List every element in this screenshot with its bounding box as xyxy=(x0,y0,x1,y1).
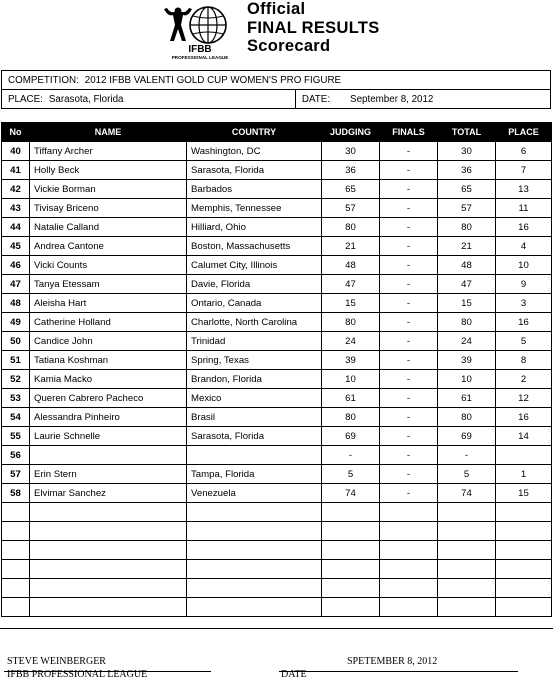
table-row xyxy=(2,313,552,332)
cell-name: Alessandra Pinheiro xyxy=(30,408,187,427)
cell-name: Queren Cabrero Pacheco xyxy=(30,389,187,408)
cell-total: 36 xyxy=(438,161,496,180)
cell-finals xyxy=(380,522,438,541)
cell-finals: - xyxy=(380,275,438,294)
cell-place: 16 xyxy=(496,218,552,237)
header-judging: JUDGING xyxy=(322,123,380,142)
table-row xyxy=(2,598,552,617)
signed-date: SPETEMBER 8, 2012 xyxy=(347,656,438,667)
cell-judging: 15 xyxy=(322,294,380,313)
cell-name: Aleisha Hart xyxy=(30,294,187,313)
cell-judging xyxy=(322,522,380,541)
cell-judging: 39 xyxy=(322,351,380,370)
cell-country xyxy=(187,579,322,598)
cell-judging: 21 xyxy=(322,237,380,256)
table-row xyxy=(2,161,552,180)
cell-name: Vickie Borman xyxy=(30,180,187,199)
cell-total xyxy=(438,579,496,598)
cell-country xyxy=(187,503,322,522)
cell-finals: - xyxy=(380,180,438,199)
cell-place: 13 xyxy=(496,180,552,199)
cell-country xyxy=(187,541,322,560)
cell-place xyxy=(496,598,552,617)
cell-name xyxy=(30,503,187,522)
cell-country: Tampa, Florida xyxy=(187,465,322,484)
cell-judging: 5 xyxy=(322,465,380,484)
cell-place: 6 xyxy=(496,142,552,161)
cell-judging: 80 xyxy=(322,313,380,332)
cell-name xyxy=(30,579,187,598)
header xyxy=(0,0,553,64)
cell-name: Tivisay Briceno xyxy=(30,199,187,218)
cell-country: Brasil xyxy=(187,408,322,427)
cell-total: 21 xyxy=(438,237,496,256)
cell-total: 57 xyxy=(438,199,496,218)
cell-country xyxy=(187,522,322,541)
cell-judging: - xyxy=(322,446,380,465)
cell-name: Tiffany Archer xyxy=(30,142,187,161)
cell-no: 54 xyxy=(2,408,30,427)
cell-judging: 74 xyxy=(322,484,380,503)
table-row xyxy=(2,522,552,541)
cell-finals: - xyxy=(380,370,438,389)
cell-total: 15 xyxy=(438,294,496,313)
cell-total: 61 xyxy=(438,389,496,408)
signed-date-label: DATE xyxy=(281,669,307,679)
cell-name: Tatiana Koshman xyxy=(30,351,187,370)
cell-no: 44 xyxy=(2,218,30,237)
cell-judging: 69 xyxy=(322,427,380,446)
cell-country: Davie, Florida xyxy=(187,275,322,294)
table-row xyxy=(2,237,552,256)
cell-no: 40 xyxy=(2,142,30,161)
cell-judging: 48 xyxy=(322,256,380,275)
cell-finals: - xyxy=(380,313,438,332)
cell-total: 24 xyxy=(438,332,496,351)
date-line xyxy=(279,671,518,672)
table-row xyxy=(2,332,552,351)
cell-finals xyxy=(380,598,438,617)
table-row xyxy=(2,199,552,218)
cell-no: 58 xyxy=(2,484,30,503)
competition-row xyxy=(1,70,551,90)
table-row xyxy=(2,503,552,522)
cell-judging: 80 xyxy=(322,218,380,237)
place-label: PLACE: xyxy=(8,93,43,105)
cell-no: 51 xyxy=(2,351,30,370)
document-title xyxy=(247,0,380,56)
cell-total xyxy=(438,522,496,541)
signer-org: IFBB PROFESSIONAL LEAGUE xyxy=(7,669,148,679)
cell-no: 52 xyxy=(2,370,30,389)
cell-place xyxy=(496,560,552,579)
results-body xyxy=(2,142,552,617)
signature-footer xyxy=(0,628,553,679)
header-country: COUNTRY xyxy=(187,123,322,142)
cell-judging xyxy=(322,541,380,560)
table-row xyxy=(2,256,552,275)
cell-name: Candice John xyxy=(30,332,187,351)
svg-text:PROFESSIONAL LEAGUE: PROFESSIONAL LEAGUE xyxy=(171,55,229,60)
ifbb-logo xyxy=(158,3,242,61)
cell-no: 46 xyxy=(2,256,30,275)
cell-place: 7 xyxy=(496,161,552,180)
cell-judging: 36 xyxy=(322,161,380,180)
cell-judging: 24 xyxy=(322,332,380,351)
cell-place: 11 xyxy=(496,199,552,218)
cell-country: Venezuela xyxy=(187,484,322,503)
cell-name xyxy=(30,598,187,617)
table-row xyxy=(2,294,552,313)
cell-place xyxy=(496,579,552,598)
cell-country xyxy=(187,560,322,579)
cell-finals: - xyxy=(380,427,438,446)
cell-country: Washington, DC xyxy=(187,142,322,161)
cell-name xyxy=(30,560,187,579)
cell-judging: 10 xyxy=(322,370,380,389)
cell-finals: - xyxy=(380,332,438,351)
place-date-row xyxy=(1,89,551,109)
header-finals: FINALS xyxy=(380,123,438,142)
cell-name: Kamia Macko xyxy=(30,370,187,389)
table-header-row xyxy=(2,123,552,142)
cell-total: 47 xyxy=(438,275,496,294)
cell-country xyxy=(187,598,322,617)
cell-name: Natalie Calland xyxy=(30,218,187,237)
cell-no xyxy=(2,503,30,522)
cell-country: Trinidad xyxy=(187,332,322,351)
table-row xyxy=(2,427,552,446)
header-name: NAME xyxy=(30,123,187,142)
cell-name xyxy=(30,446,187,465)
cell-name: Tanya Etessam xyxy=(30,275,187,294)
table-row xyxy=(2,370,552,389)
cell-no: 42 xyxy=(2,180,30,199)
cell-name: Laurie Schnelle xyxy=(30,427,187,446)
cell-name: Vicki Counts xyxy=(30,256,187,275)
cell-no xyxy=(2,522,30,541)
competition-value: 2012 IFBB VALENTI GOLD CUP WOMEN'S PRO FIGURE xyxy=(84,74,342,86)
cell-total xyxy=(438,560,496,579)
cell-no: 43 xyxy=(2,199,30,218)
cell-no: 56 xyxy=(2,446,30,465)
cell-total: 69 xyxy=(438,427,496,446)
cell-total: - xyxy=(438,446,496,465)
cell-no: 49 xyxy=(2,313,30,332)
cell-judging: 47 xyxy=(322,275,380,294)
cell-no: 57 xyxy=(2,465,30,484)
cell-judging xyxy=(322,560,380,579)
cell-total: 30 xyxy=(438,142,496,161)
cell-judging xyxy=(322,503,380,522)
cell-name xyxy=(30,541,187,560)
cell-place: 9 xyxy=(496,275,552,294)
cell-total: 80 xyxy=(438,408,496,427)
title-official: Official xyxy=(247,0,306,18)
cell-finals: - xyxy=(380,199,438,218)
table-row xyxy=(2,579,552,598)
cell-country xyxy=(187,446,322,465)
cell-finals xyxy=(380,503,438,522)
cell-place: 16 xyxy=(496,408,552,427)
date-label: DATE: xyxy=(301,93,331,105)
cell-total: 10 xyxy=(438,370,496,389)
cell-country: Boston, Massachusetts xyxy=(187,237,322,256)
cell-place: 2 xyxy=(496,370,552,389)
cell-country: Hilliard, Ohio xyxy=(187,218,322,237)
cell-country: Mexico xyxy=(187,389,322,408)
cell-finals xyxy=(380,541,438,560)
table-row xyxy=(2,351,552,370)
cell-total: 39 xyxy=(438,351,496,370)
cell-judging: 57 xyxy=(322,199,380,218)
cell-total: 80 xyxy=(438,218,496,237)
cell-no: 41 xyxy=(2,161,30,180)
cell-finals: - xyxy=(380,465,438,484)
cell-judging: 80 xyxy=(322,408,380,427)
cell-no: 47 xyxy=(2,275,30,294)
cell-place: 14 xyxy=(496,427,552,446)
cell-name: Holly Beck xyxy=(30,161,187,180)
cell-place: 16 xyxy=(496,313,552,332)
cell-finals: - xyxy=(380,484,438,503)
cell-finals xyxy=(380,579,438,598)
table-row xyxy=(2,389,552,408)
table-row xyxy=(2,560,552,579)
cell-place: 5 xyxy=(496,332,552,351)
cell-place: 4 xyxy=(496,237,552,256)
table-row xyxy=(2,484,552,503)
cell-country: Calumet City, Illinois xyxy=(187,256,322,275)
date-value: September 8, 2012 xyxy=(350,93,434,105)
title-scorecard: Scorecard xyxy=(247,37,331,55)
cell-country: Barbados xyxy=(187,180,322,199)
cell-no: 48 xyxy=(2,294,30,313)
cell-no: 45 xyxy=(2,237,30,256)
cell-place xyxy=(496,446,552,465)
competition-label: COMPETITION: xyxy=(8,74,79,86)
cell-no xyxy=(2,541,30,560)
table-row xyxy=(2,408,552,427)
table-row xyxy=(2,275,552,294)
cell-name: Andrea Cantone xyxy=(30,237,187,256)
cell-place: 15 xyxy=(496,484,552,503)
cell-finals: - xyxy=(380,161,438,180)
cell-finals: - xyxy=(380,389,438,408)
cell-judging: 61 xyxy=(322,389,380,408)
cell-no: 55 xyxy=(2,427,30,446)
cell-total: 74 xyxy=(438,484,496,503)
cell-place: 10 xyxy=(496,256,552,275)
cell-place: 1 xyxy=(496,465,552,484)
cell-finals: - xyxy=(380,294,438,313)
cell-finals: - xyxy=(380,351,438,370)
cell-name: Catherine Holland xyxy=(30,313,187,332)
cell-judging: 65 xyxy=(322,180,380,199)
table-row xyxy=(2,465,552,484)
cell-country: Sarasota, Florida xyxy=(187,161,322,180)
header-no: No xyxy=(2,123,30,142)
cell-country: Sarasota, Florida xyxy=(187,427,322,446)
table-row xyxy=(2,180,552,199)
cell-judging: 30 xyxy=(322,142,380,161)
cell-no: 50 xyxy=(2,332,30,351)
cell-finals xyxy=(380,560,438,579)
header-total: TOTAL xyxy=(438,123,496,142)
cell-no xyxy=(2,579,30,598)
cell-country: Charlotte, North Carolina xyxy=(187,313,322,332)
cell-finals: - xyxy=(380,237,438,256)
cell-judging xyxy=(322,598,380,617)
cell-country: Memphis, Tennessee xyxy=(187,199,322,218)
cell-total xyxy=(438,541,496,560)
cell-total: 65 xyxy=(438,180,496,199)
cell-country: Brandon, Florida xyxy=(187,370,322,389)
title-final-results: FINAL RESULTS xyxy=(247,18,380,37)
cell-place: 12 xyxy=(496,389,552,408)
cell-name: Elvimar Sanchez xyxy=(30,484,187,503)
place-value: Sarasota, Florida xyxy=(48,93,124,105)
cell-place: 3 xyxy=(496,294,552,313)
cell-name xyxy=(30,522,187,541)
cell-no xyxy=(2,598,30,617)
cell-finals: - xyxy=(380,446,438,465)
cell-judging xyxy=(322,579,380,598)
cell-finals: - xyxy=(380,256,438,275)
cell-total xyxy=(438,598,496,617)
cell-finals: - xyxy=(380,142,438,161)
cell-no xyxy=(2,560,30,579)
cell-name: Erin Stern xyxy=(30,465,187,484)
table-row xyxy=(2,541,552,560)
table-row xyxy=(2,218,552,237)
cell-total: 5 xyxy=(438,465,496,484)
cell-finals: - xyxy=(380,218,438,237)
cell-total xyxy=(438,503,496,522)
cell-country: Spring, Texas xyxy=(187,351,322,370)
signer-name: STEVE WEINBERGER xyxy=(7,656,106,667)
cell-country: Ontario, Canada xyxy=(187,294,322,313)
table-row xyxy=(2,142,552,161)
cell-finals: - xyxy=(380,408,438,427)
cell-no: 53 xyxy=(2,389,30,408)
table-row xyxy=(2,446,552,465)
results-table xyxy=(1,122,552,617)
cell-place xyxy=(496,541,552,560)
cell-total: 48 xyxy=(438,256,496,275)
cell-total: 80 xyxy=(438,313,496,332)
svg-text:IFBB: IFBB xyxy=(188,44,212,55)
cell-place xyxy=(496,503,552,522)
cell-place: 8 xyxy=(496,351,552,370)
header-place: PLACE xyxy=(496,123,552,142)
cell-place xyxy=(496,522,552,541)
